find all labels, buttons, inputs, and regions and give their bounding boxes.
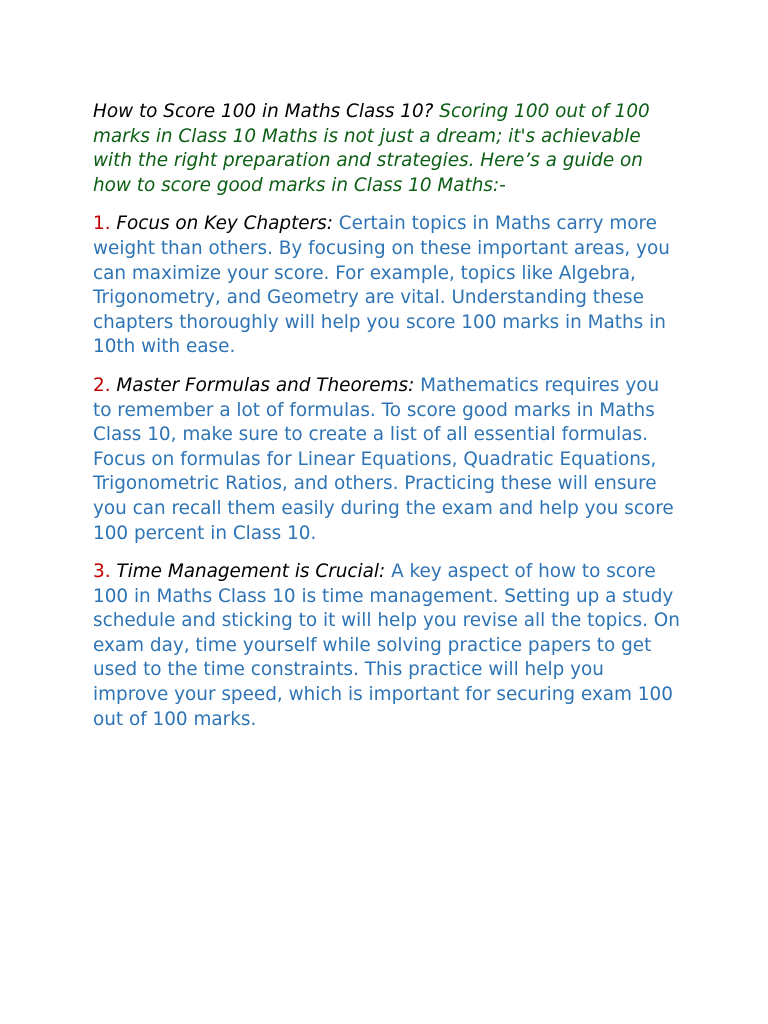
section-number: 2.	[93, 374, 111, 396]
section-paragraph-1	[93, 212, 683, 360]
section-heading: Time Management is Crucial:	[116, 561, 386, 583]
section-heading: Master Formulas and Theorems:	[116, 374, 415, 396]
section-text: Certain topics in Maths carry more weight than others. By focusing on these important areas, you can maximize your score. For example, topics like Algebra, Trigonometry, and Geometry are vital. Understanding these chapters thoroughly will help you score 100 marks in Maths in 10th with ease.	[93, 213, 670, 358]
intro-text: Scoring 100 out of 100 marks in Class 10 Maths is not just a dream; it's achievable with the right preparation and strategies. Here’s a guide on how to score good marks in Class 10 Maths:-	[93, 101, 650, 196]
section-number: 3.	[93, 561, 111, 583]
section-heading: Focus on Key Chapters:	[116, 213, 333, 235]
section-paragraph-3	[93, 560, 683, 732]
document-page	[93, 100, 683, 746]
section-text: Mathematics requires you to remember a lot of formulas. To score good marks in Maths Class 10, make sure to create a list of all essential formulas. Focus on formulas for Linear Equations, Quadratic Equations, Trigonometric Ratios, and others. Practicing these will ensure you can recall them easily during the exam and help you score 100 percent in Class 10.	[93, 374, 674, 544]
section-paragraph-2	[93, 374, 683, 546]
section-number: 1.	[93, 213, 111, 235]
section-text: A key aspect of how to score 100 in Maths Class 10 is time management. Setting up a study schedule and sticking to it will help you revise all the topics. On exam day, time yourself while solving practice papers to get used to the time constraints. This practice will help you improve your speed, which is important for securing exam 100 out of 100 marks.	[93, 561, 680, 730]
intro-title: How to Score 100 in Maths Class 10?	[93, 101, 434, 122]
intro-paragraph	[93, 100, 683, 198]
